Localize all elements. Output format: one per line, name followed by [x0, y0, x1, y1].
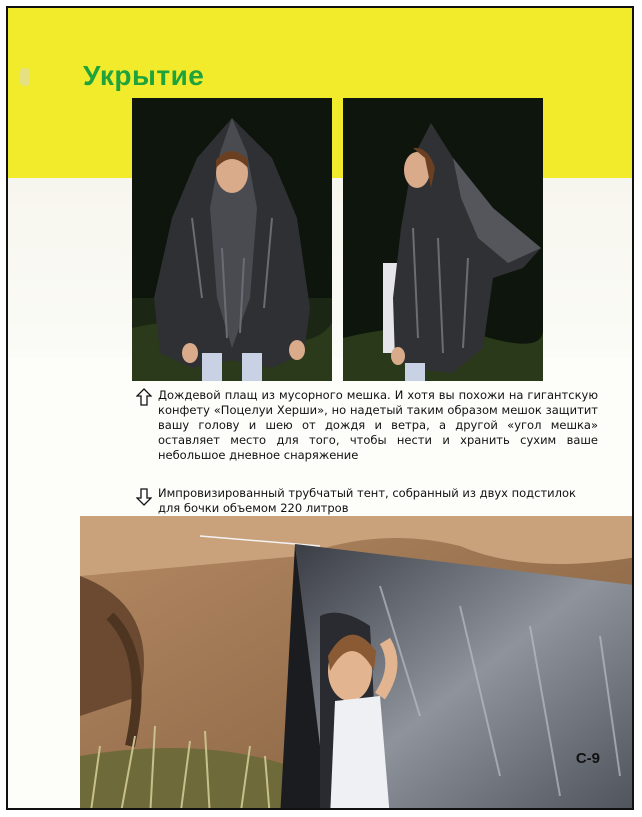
- tube-tent-image: [80, 516, 634, 810]
- photo-poncho-side: [343, 98, 543, 381]
- photo-tube-tent: [80, 516, 634, 810]
- page-frame: [6, 6, 634, 810]
- caption-poncho: Дождевой плащ из мусорного мешка. И хотя вы похожи на гигантскую конфету «Поцелуи Херши», но надетый таким образом мешок защитит вашу голову и шею от дождя и ветра, а другой «угол мешка» оставляет место для того, чтобы нести и хранить сухим ваше небольшое дневное снаряжение: [158, 388, 598, 462]
- poncho-front-image: [132, 98, 332, 381]
- page-number: С-9: [575, 750, 600, 767]
- page-title: Укрытие: [83, 60, 205, 91]
- poncho-side-image: [343, 98, 543, 381]
- photo-poncho-front: [132, 98, 332, 381]
- arrow-up-outline-icon: [136, 388, 152, 406]
- caption-tent: Импровизированный трубчатый тент, собранный из двух подстилок для бочки объемом 220 литров: [158, 486, 576, 515]
- binding-mark: [20, 68, 30, 86]
- arrow-down-outline-icon: [136, 488, 152, 506]
